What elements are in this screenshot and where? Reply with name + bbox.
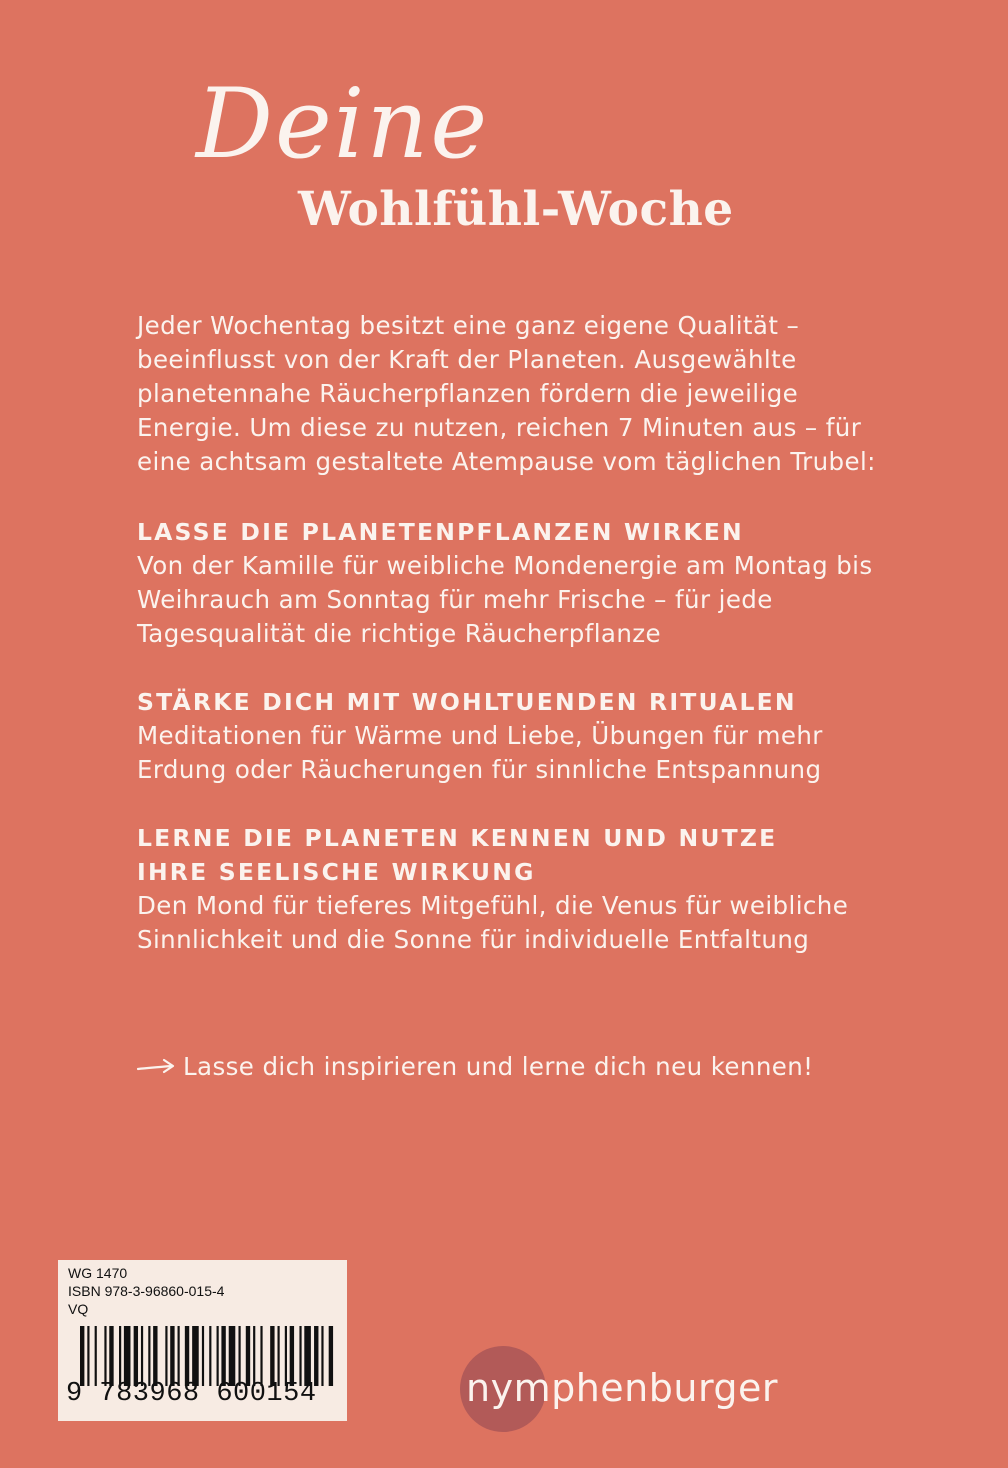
feature-heading-line: STÄRKE DICH MIT WOHLTUENDEN RITUALEN xyxy=(137,688,797,716)
barcode-bar xyxy=(314,1326,318,1386)
publisher-logo xyxy=(460,1346,778,1430)
feature-heading-line: LERNE DIE PLANETEN KENNEN UND NUTZE xyxy=(137,824,778,852)
barcode-bar xyxy=(192,1326,199,1386)
barcode-bar xyxy=(209,1326,211,1386)
barcode-bar xyxy=(221,1326,225,1386)
barcode-bar xyxy=(165,1326,167,1386)
blurb-content xyxy=(137,309,882,957)
barcode-icon xyxy=(80,1326,336,1386)
barcode-bar xyxy=(80,1326,84,1386)
barcode-bar xyxy=(229,1326,236,1386)
publisher-name: nymphenburger xyxy=(466,1366,779,1410)
feature-heading xyxy=(137,821,882,889)
barcode-bar xyxy=(329,1326,333,1386)
feature-body: Von der Kamille für weibliche Mondenergie am Montag bis Weihrauch am Sonntag für mehr Frische – für jede Tagesqualität die richtige Räucherpflanze xyxy=(137,551,873,648)
isbn-number: ISBN 978-3-96860-015-4 xyxy=(68,1283,225,1299)
feature-body: Meditationen für Wärme und Liebe, Übungen für mehr Erdung oder Räucherungen für sinnliche Entspannung xyxy=(137,721,823,784)
vq-code: VQ xyxy=(68,1301,89,1317)
feature-section-1 xyxy=(137,515,882,651)
feature-heading-line: IHRE SEELISCHE WIRKUNG xyxy=(137,858,536,886)
barcode-bar xyxy=(299,1326,301,1386)
feature-heading xyxy=(137,685,882,719)
barcode-bar xyxy=(178,1326,180,1386)
barcode-label xyxy=(58,1260,347,1421)
barcode-bar xyxy=(321,1326,323,1386)
barcode-bar xyxy=(170,1326,174,1386)
barcode-bar xyxy=(141,1326,143,1386)
barcode-bar xyxy=(253,1326,255,1386)
barcode-bar xyxy=(185,1326,189,1386)
feature-section-3 xyxy=(137,821,882,957)
tagline xyxy=(137,1052,813,1081)
feature-heading xyxy=(137,515,882,549)
barcode-bar xyxy=(109,1326,113,1386)
wg-number: WG 1470 xyxy=(68,1265,128,1281)
tagline-text: Lasse dich inspirieren und lerne dich neu kennen! xyxy=(183,1052,814,1081)
barcode-bar xyxy=(153,1326,157,1386)
barcode-bar xyxy=(290,1326,294,1386)
cover-title-main: Wohlfühl-Woche xyxy=(298,182,734,237)
barcode-bar xyxy=(217,1326,219,1386)
barcode-bar xyxy=(285,1326,287,1386)
barcode-bar xyxy=(104,1326,106,1386)
barcode-meta xyxy=(68,1264,224,1318)
barcode-bar xyxy=(270,1326,274,1386)
barcode-bar xyxy=(87,1326,89,1386)
barcode-bar xyxy=(134,1326,138,1386)
barcode-bar xyxy=(246,1326,250,1386)
barcode-digits: 9 783968 600154 xyxy=(66,1379,317,1409)
feature-section-2 xyxy=(137,685,882,787)
barcode-bar xyxy=(202,1326,204,1386)
barcode-bar xyxy=(304,1326,311,1386)
barcode-bar xyxy=(119,1326,121,1386)
barcode-bar xyxy=(124,1326,131,1386)
barcode-bar xyxy=(95,1326,97,1386)
barcode-bar xyxy=(238,1326,240,1386)
feature-body: Den Mond für tieferes Mitgefühl, die Venus für weibliche Sinnlichkeit und die Sonne für individuelle Entfaltung xyxy=(137,891,849,954)
arrow-right-icon xyxy=(137,1057,175,1077)
barcode-bar xyxy=(148,1326,150,1386)
barcode-bar xyxy=(277,1326,279,1386)
feature-heading-line: LASSE DIE PLANETENPFLANZEN WIRKEN xyxy=(137,518,744,546)
barcode-bar xyxy=(260,1326,262,1386)
cover-title-script: Deine xyxy=(196,68,490,180)
intro-text: Jeder Wochentag besitzt eine ganz eigene Qualität – beeinflusst von der Kraft der Planeten. Ausgewählte planetennahe Räucherpflanzen fördern die jeweilige Energie. Um diese zu nutzen, reichen 7 Minuten aus – für eine achtsam gestaltete Atempause vom täglichen Trubel: xyxy=(137,311,876,476)
